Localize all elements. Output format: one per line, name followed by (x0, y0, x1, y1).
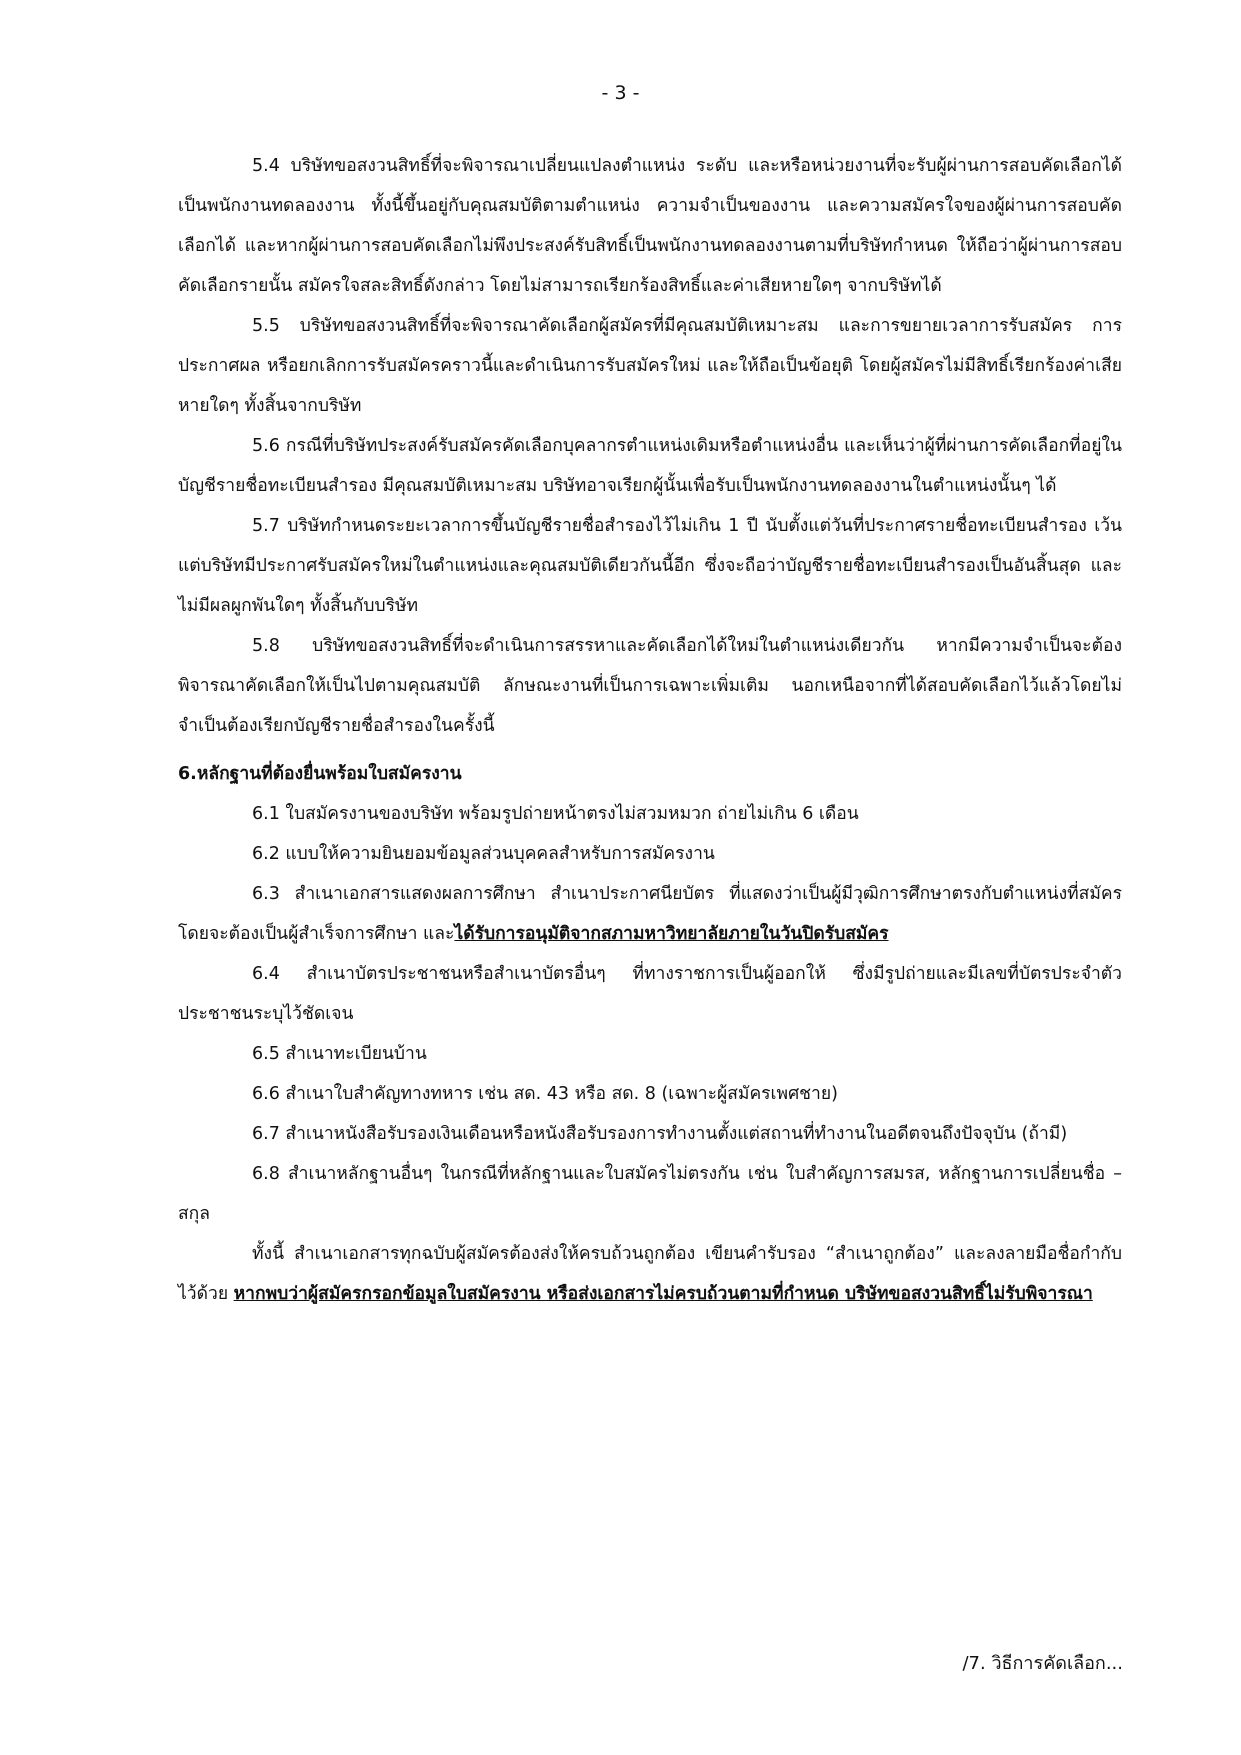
clause-6-3 (178, 874, 1122, 954)
clause-6-5: 6.5 สำเนาทะเบียนบ้าน (252, 1044, 427, 1064)
documents-note (178, 1234, 1122, 1314)
page-number: - 3 - (601, 82, 640, 104)
clause-6-6: 6.6 สำเนาใบสำคัญทางทหาร เช่น สด. 43 หรือ สด. 8 (เฉพาะผู้สมัครเพศชาย) (252, 1084, 838, 1104)
clause-6-3-emphasis: ได้รับการอนุมัติจากสภามหาวิทยาลัยภายในวันปิดรับสมัคร (454, 924, 889, 944)
clause-5-8: 5.8 บริษัทขอสงวนสิทธิ์ที่จะดำเนินการสรรหาและคัดเลือกได้ใหม่ในตำแหน่งเดียวกัน หากมีความจำเป็นจะต้องพิจารณาคัดเลือกให้เป็นไปตามคุณสมบัติ ลักษณะงานที่เป็นการเฉพาะเพิ่มเติม นอกเหนือจากที่ได้สอบคัดเลือกไว้แล้วโดยไม่จำเป็นต้องเรียกบัญชีรายชื่อสำรองในครั้งนี้ (178, 636, 1122, 736)
clause-6-8: 6.8 สำเนาหลักฐานอื่นๆ ในกรณีที่หลักฐานและใบสมัครไม่ตรงกัน เช่น ใบสำคัญการสมรส, หลักฐานการเปลี่ยนชื่อ – สกุล (178, 1164, 1122, 1224)
clause-5-7: 5.7 บริษัทกำหนดระยะเวลาการขึ้นบัญชีรายชื่อสำรองไว้ไม่เกิน 1 ปี นับตั้งแต่วันที่ประกาศรายชื่อทะเบียนสำรอง เว้นแต่บริษัทมีประกาศรับสมัครใหม่ในตำแหน่งและคุณสมบัติเดียวกันนี้อีก ซึ่งจะถือว่าบัญชีรายชื่อทะเบียนสำรองเป็นอันสิ้นสุด และไม่มีผลผูกพันใดๆ ทั้งสิ้นกับบริษัท (178, 516, 1122, 616)
continuation-footer: /7. วิธีการคัดเลือก... (962, 1653, 1123, 1674)
clause-6-7: 6.7 สำเนาหนังสือรับรองเงินเดือนหรือหนังสือรับรองการทำงานตั้งแต่สถานที่ทำงานในอดีตจนถึงปัจจุบัน (ถ้ามี) (252, 1124, 1068, 1144)
clause-5-5: 5.5 บริษัทขอสงวนสิทธิ์ที่จะพิจารณาคัดเลือกผู้สมัครที่มีคุณสมบัติเหมาะสม และการขยายเวลาการรับสมัคร การประกาศผล หรือยกเลิกการรับสมัครคราวนี้และดำเนินการรับสมัครใหม่ และให้ถือเป็นข้อยุติ โดยผู้สมัครไม่มีสิทธิ์เรียกร้องค่าเสียหายใดๆ ทั้งสิ้นจากบริษัท (178, 316, 1122, 416)
clause-5-4: 5.4 บริษัทขอสงวนสิทธิ์ที่จะพิจารณาเปลี่ยนแปลงตำแหน่ง ระดับ และหรือหน่วยงานที่จะรับผู้ผ่านการสอบคัดเลือกได้เป็นพนักงานทดลองงาน ทั้งนี้ขึ้นอยู่กับคุณสมบัติตามตำแหน่ง ความจำเป็นของงาน และความสมัครใจของผู้ผ่านการสอบคัดเลือกได้ และหากผู้ผ่านการสอบคัดเลือกไม่พึงประสงค์รับสิทธิ์เป็นพนักงานทดลองงานตามที่บริษัทกำหนด ให้ถือว่าผู้ผ่านการสอบคัดเลือกรายนั้น สมัครใจสละสิทธิ์ดังกล่าว โดยไม่สามารถเรียกร้องสิทธิ์และค่าเสียหายใดๆ จากบริษัทได้ (178, 156, 1122, 296)
clause-6-4: 6.4 สำเนาบัตรประชาชนหรือสำเนาบัตรอื่นๆ ที่ทางราชการเป็นผู้ออกให้ ซึ่งมีรูปถ่ายและมีเลขที่บัตรประจำตัวประชาชนระบุไว้ชัดเจน (178, 964, 1122, 1024)
section-6-heading: 6.หลักฐานที่ต้องยื่นพร้อมใบสมัครงาน (178, 764, 462, 784)
clause-5-6: 5.6 กรณีที่บริษัทประสงค์รับสมัครคัดเลือกบุคลากรตำแหน่งเดิมหรือตำแหน่งอื่น และเห็นว่าผู้ที่ผ่านการคัดเลือกที่อยู่ในบัญชีรายชื่อทะเบียนสำรอง มีคุณสมบัติเหมาะสม บริษัทอาจเรียกผู้นั้นเพื่อรับเป็นพนักงานทดลองงานในตำแหน่งนั้นๆ ได้ (178, 436, 1122, 496)
clause-6-1: 6.1 ใบสมัครงานของบริษัท พร้อมรูปถ่ายหน้าตรงไม่สวมหมวก ถ่ายไม่เกิน 6 เดือน (252, 804, 859, 824)
clause-6-2: 6.2 แบบให้ความยินยอมข้อมูลส่วนบุคคลสำหรับการสมัครงาน (252, 844, 715, 864)
documents-note-text: ทั้งนี้ สำเนาเอกสารทุกฉบับผู้สมัครต้องส่งให้ครบถ้วนถูกต้อง เขียนคำรับรอง “สำเนาถูกต้อง” และลงลายมือชื่อกำกับไว้ด้วย (178, 1244, 1122, 1304)
document-body (178, 146, 1122, 1314)
documents-note-warning: หากพบว่าผู้สมัครกรอกข้อมูลใบสมัครงาน หรือส่งเอกสารไม่ครบถ้วนตามที่กำหนด บริษัทขอสงวนสิทธิ์ไม่รับพิจารณา (233, 1284, 1093, 1304)
clause-6-3-text: 6.3 สำเนาเอกสารแสดงผลการศึกษา สำเนาประกาศนียบัตร ที่แสดงว่าเป็นผู้มีวุฒิการศึกษาตรงกับตำแหน่งที่สมัคร โดยจะต้องเป็นผู้สำเร็จการศึกษา และ (178, 884, 1122, 944)
